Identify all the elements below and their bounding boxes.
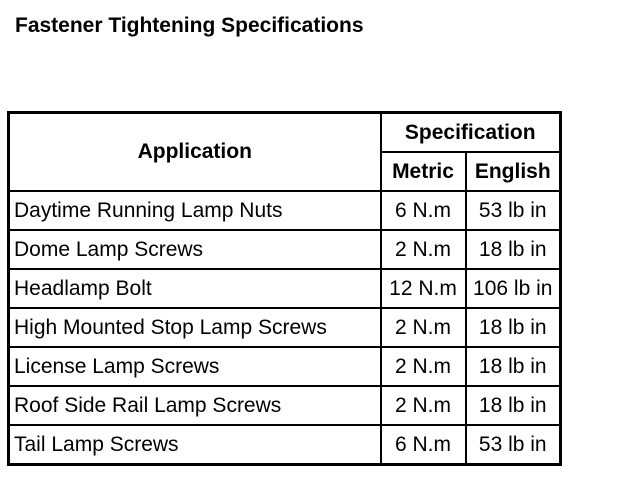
english-cell: 106 lb in bbox=[466, 269, 561, 308]
metric-cell: 6 N.m bbox=[381, 191, 466, 230]
metric-cell: 12 N.m bbox=[381, 269, 466, 308]
application-cell: Daytime Running Lamp Nuts bbox=[9, 191, 381, 230]
table-row bbox=[9, 230, 561, 269]
table-row bbox=[9, 191, 561, 230]
table-row bbox=[9, 308, 561, 347]
column-group-header-specification: Specification bbox=[381, 113, 561, 153]
metric-cell: 2 N.m bbox=[381, 386, 466, 425]
metric-cell: 6 N.m bbox=[381, 425, 466, 465]
column-header-metric: Metric bbox=[381, 152, 466, 191]
table-row bbox=[9, 386, 561, 425]
application-cell: High Mounted Stop Lamp Screws bbox=[9, 308, 381, 347]
english-cell: 18 lb in bbox=[466, 386, 561, 425]
application-cell: Dome Lamp Screws bbox=[9, 230, 381, 269]
table-row bbox=[9, 269, 561, 308]
application-cell: Headlamp Bolt bbox=[9, 269, 381, 308]
english-cell: 53 lb in bbox=[466, 191, 561, 230]
column-header-application: Application bbox=[9, 113, 381, 192]
english-cell: 18 lb in bbox=[466, 347, 561, 386]
metric-cell: 2 N.m bbox=[381, 347, 466, 386]
application-cell: Tail Lamp Screws bbox=[9, 425, 381, 465]
column-header-english: English bbox=[466, 152, 561, 191]
metric-cell: 2 N.m bbox=[381, 230, 466, 269]
table-header-row-group bbox=[9, 113, 561, 153]
specifications-table bbox=[7, 111, 562, 466]
table-row bbox=[9, 347, 561, 386]
metric-cell: 2 N.m bbox=[381, 308, 466, 347]
table-row bbox=[9, 425, 561, 465]
english-cell: 18 lb in bbox=[466, 230, 561, 269]
application-cell: License Lamp Screws bbox=[9, 347, 381, 386]
application-cell: Roof Side Rail Lamp Screws bbox=[9, 386, 381, 425]
english-cell: 18 lb in bbox=[466, 308, 561, 347]
page-title: Fastener Tightening Specifications bbox=[15, 14, 364, 37]
english-cell: 53 lb in bbox=[466, 425, 561, 465]
